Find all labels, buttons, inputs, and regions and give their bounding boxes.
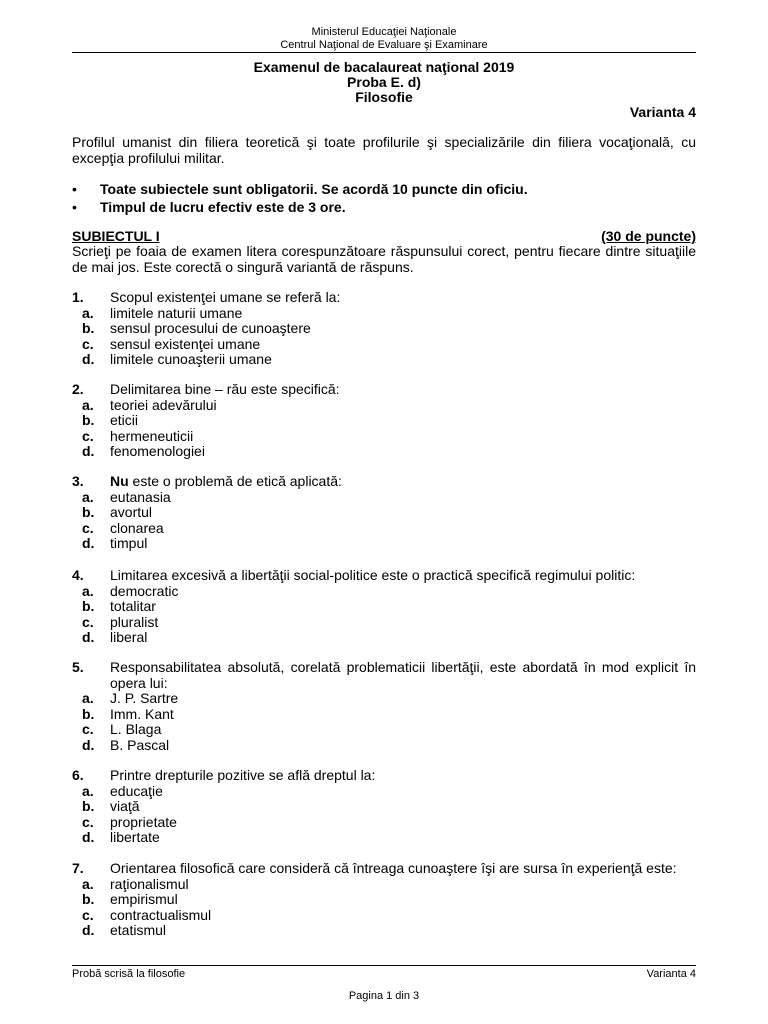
ministry-name: Ministerul Educaţiei Naţionale: [311, 26, 457, 38]
answer-option: d. fenomenologiei: [82, 443, 205, 459]
answer-option: c. contractualismul: [82, 906, 212, 923]
question-1: 1. Scopul existenţei umane se referă la: a. limitele naturii umane b. sensul procesului de cunoaştere c. sensul existenţei umane d. limitele cunoaşterii umane: [72, 290, 696, 368]
question-4: 4. Limitarea excesivă a libertăţii social-politice este o practică specifică regimului politic: a. democratic b. totalitar c. pluralist d. liberal: [72, 568, 696, 646]
answer-option: c. clonarea: [82, 519, 164, 536]
question-2: 2. Delimitarea bine – rău este specifică: a. teoriei adevărului b. eticii c. hermeneuticii d. fenomenologiei: [72, 382, 696, 460]
profile-text: Profilul umanist din filiera teoretică şi toate profilurile şi specializările din filiera vocaţională, cu excepţia profilului militar.: [72, 134, 696, 166]
exam-proba: Proba E. d): [347, 74, 421, 90]
answer-option: c. hermeneuticii: [82, 427, 194, 444]
answer-option: d. timpul: [82, 535, 148, 551]
answer-option: a. J. P. Sartre: [82, 690, 179, 706]
question-5: 5. Responsabilitatea absolută, corelată problematicii libertăţii, este abordată în mod explicit în opera lui: a. J. P. Sartre b. Imm. Kant c. L. Blaga d. B. Pascal: [72, 659, 696, 753]
center-name: Centrul Naţional de Evaluare şi Examinare: [280, 39, 488, 51]
subiect-points: (30 de puncte): [601, 228, 696, 244]
footer-rule: [72, 965, 696, 966]
answer-option: a. limitele naturii umane: [82, 304, 243, 321]
header-rule: [72, 52, 696, 53]
answer-option: b. viaţă: [82, 798, 140, 814]
answer-option: a. teoriei adevărului: [82, 396, 217, 413]
answer-option: d. libertate: [82, 829, 160, 845]
answer-option: b. sensul procesului de cunoaştere: [82, 320, 311, 336]
answer-option: d. B. Pascal: [82, 736, 170, 753]
answer-option: c. sensul existenţei umane: [82, 335, 261, 352]
answer-option: b. avortul: [82, 504, 153, 520]
varianta-label: Varianta 4: [629, 104, 696, 120]
answer-option: b. totalitar: [82, 598, 156, 614]
answer-option: c. proprietate: [82, 813, 177, 830]
answer-option: b. Imm. Kant: [82, 705, 174, 722]
footer-left: Probă scrisă la filosofie: [72, 968, 186, 980]
answer-option: a. educaţie: [82, 782, 163, 799]
answer-option: c. L. Blaga: [82, 721, 162, 737]
answer-option: b. empirismul: [82, 891, 178, 907]
page-number: Pagina 1 din 3: [348, 990, 420, 1002]
answer-option: d. limitele cunoaşterii umane: [82, 351, 272, 367]
answer-option: a. raţionalismul: [82, 875, 189, 892]
answer-option: a. democratic: [82, 582, 179, 599]
subiect-instructions: Scrieţi pe foaia de examen litera corespunzătoare răspunsului corect, pentru fiecare dintre situaţiile de mai jos. Este corectă o singură variantă de răspuns.: [72, 243, 696, 275]
question-6: 6. Printre drepturile pozitive se află dreptul la: a. educaţie b. viaţă c. proprietate d. libertate: [72, 768, 696, 846]
question-3: 3. Nu este o problemă de etică aplicată: a. eutanasia b. avortul c. clonarea d. timpul: [72, 474, 696, 552]
answer-option: b. eticii: [82, 412, 139, 428]
bullet-icon: •: [72, 181, 77, 197]
exam-page: Ministerul Educaţiei Naţionale Centrul Naţional de Evaluare şi Examinare Examenul de bacalaureat naţional 2019 Proba E. d) Filosofie Varianta 4 Profilul umanist din filiera teoretică şi toate profilurile şi specializările din filiera vocaţională, cu excepţia profilului militar. • Toate subiectele sunt obligatorii. Se acordă 10 puncte din oficiu. • Timpul de lucru efectiv este de 3 ore. SUBIECTUL I (30 de puncte) Scrieţi pe foaia de examen litera corespunzătoare răspunsului corect, pentru fiecare dintre situaţiile de mai jos. Este corectă o singură variantă de răspuns. 1. Scopul existenţei umane se referă la: a. limitele naturii umane b. sensul procesului de cunoaştere c. sensul existenţei umane d. limitele cunoaşterii umane 2. Delimitarea bine – rău este specifică: a. teoriei adevărului b. eticii c. hermeneuticii d. fenomenologiei 3. Nu este o problemă de etică aplicată: a. eutanasia b. avortul c. clonarea d. timpul 4. Limitarea excesivă a libertăţii social-politice este o practică specifică regimului politic: a. democratic b. totalitar c. pluralist d. liberal 5. Responsabilitatea absolută, corelată problematicii libertăţii, este abordată în mod explicit în opera lui: a. J. P. Sartre b. Imm. Kant c. L. Blaga d. B. Pascal 6. Printre drepturile pozitive se află dreptul la: a. educaţie b. viaţă c. proprietate d. libertate 7. Orientarea filosofică care consideră că întreaga cunoaştere îşi are sursa în experienţă este: a. raţionalismul b. empirismul c. contractualismul d. etatismul Probă scrisă la filosofie Varianta 4 Pagina 1 din 3: [72, 26, 696, 1002]
answer-option: d. etatismul: [82, 922, 167, 938]
exam-title: Examenul de bacalaureat naţional 2019: [253, 59, 515, 75]
footer-right: Varianta 4: [646, 968, 696, 980]
answer-option: d. liberal: [82, 629, 148, 645]
subiect-title: SUBIECTUL I: [72, 228, 160, 244]
question-7: 7. Orientarea filosofică care consideră că întreaga cunoaştere îşi are sursa în experienţă este: a. raţionalismul b. empirismul c. contractualismul d. etatismul: [72, 861, 696, 939]
answer-option: a. eutanasia: [82, 488, 171, 505]
bullet-icon: •: [72, 199, 77, 215]
exam-subject: Filosofie: [355, 89, 413, 105]
answer-option: c. pluralist: [82, 613, 159, 630]
